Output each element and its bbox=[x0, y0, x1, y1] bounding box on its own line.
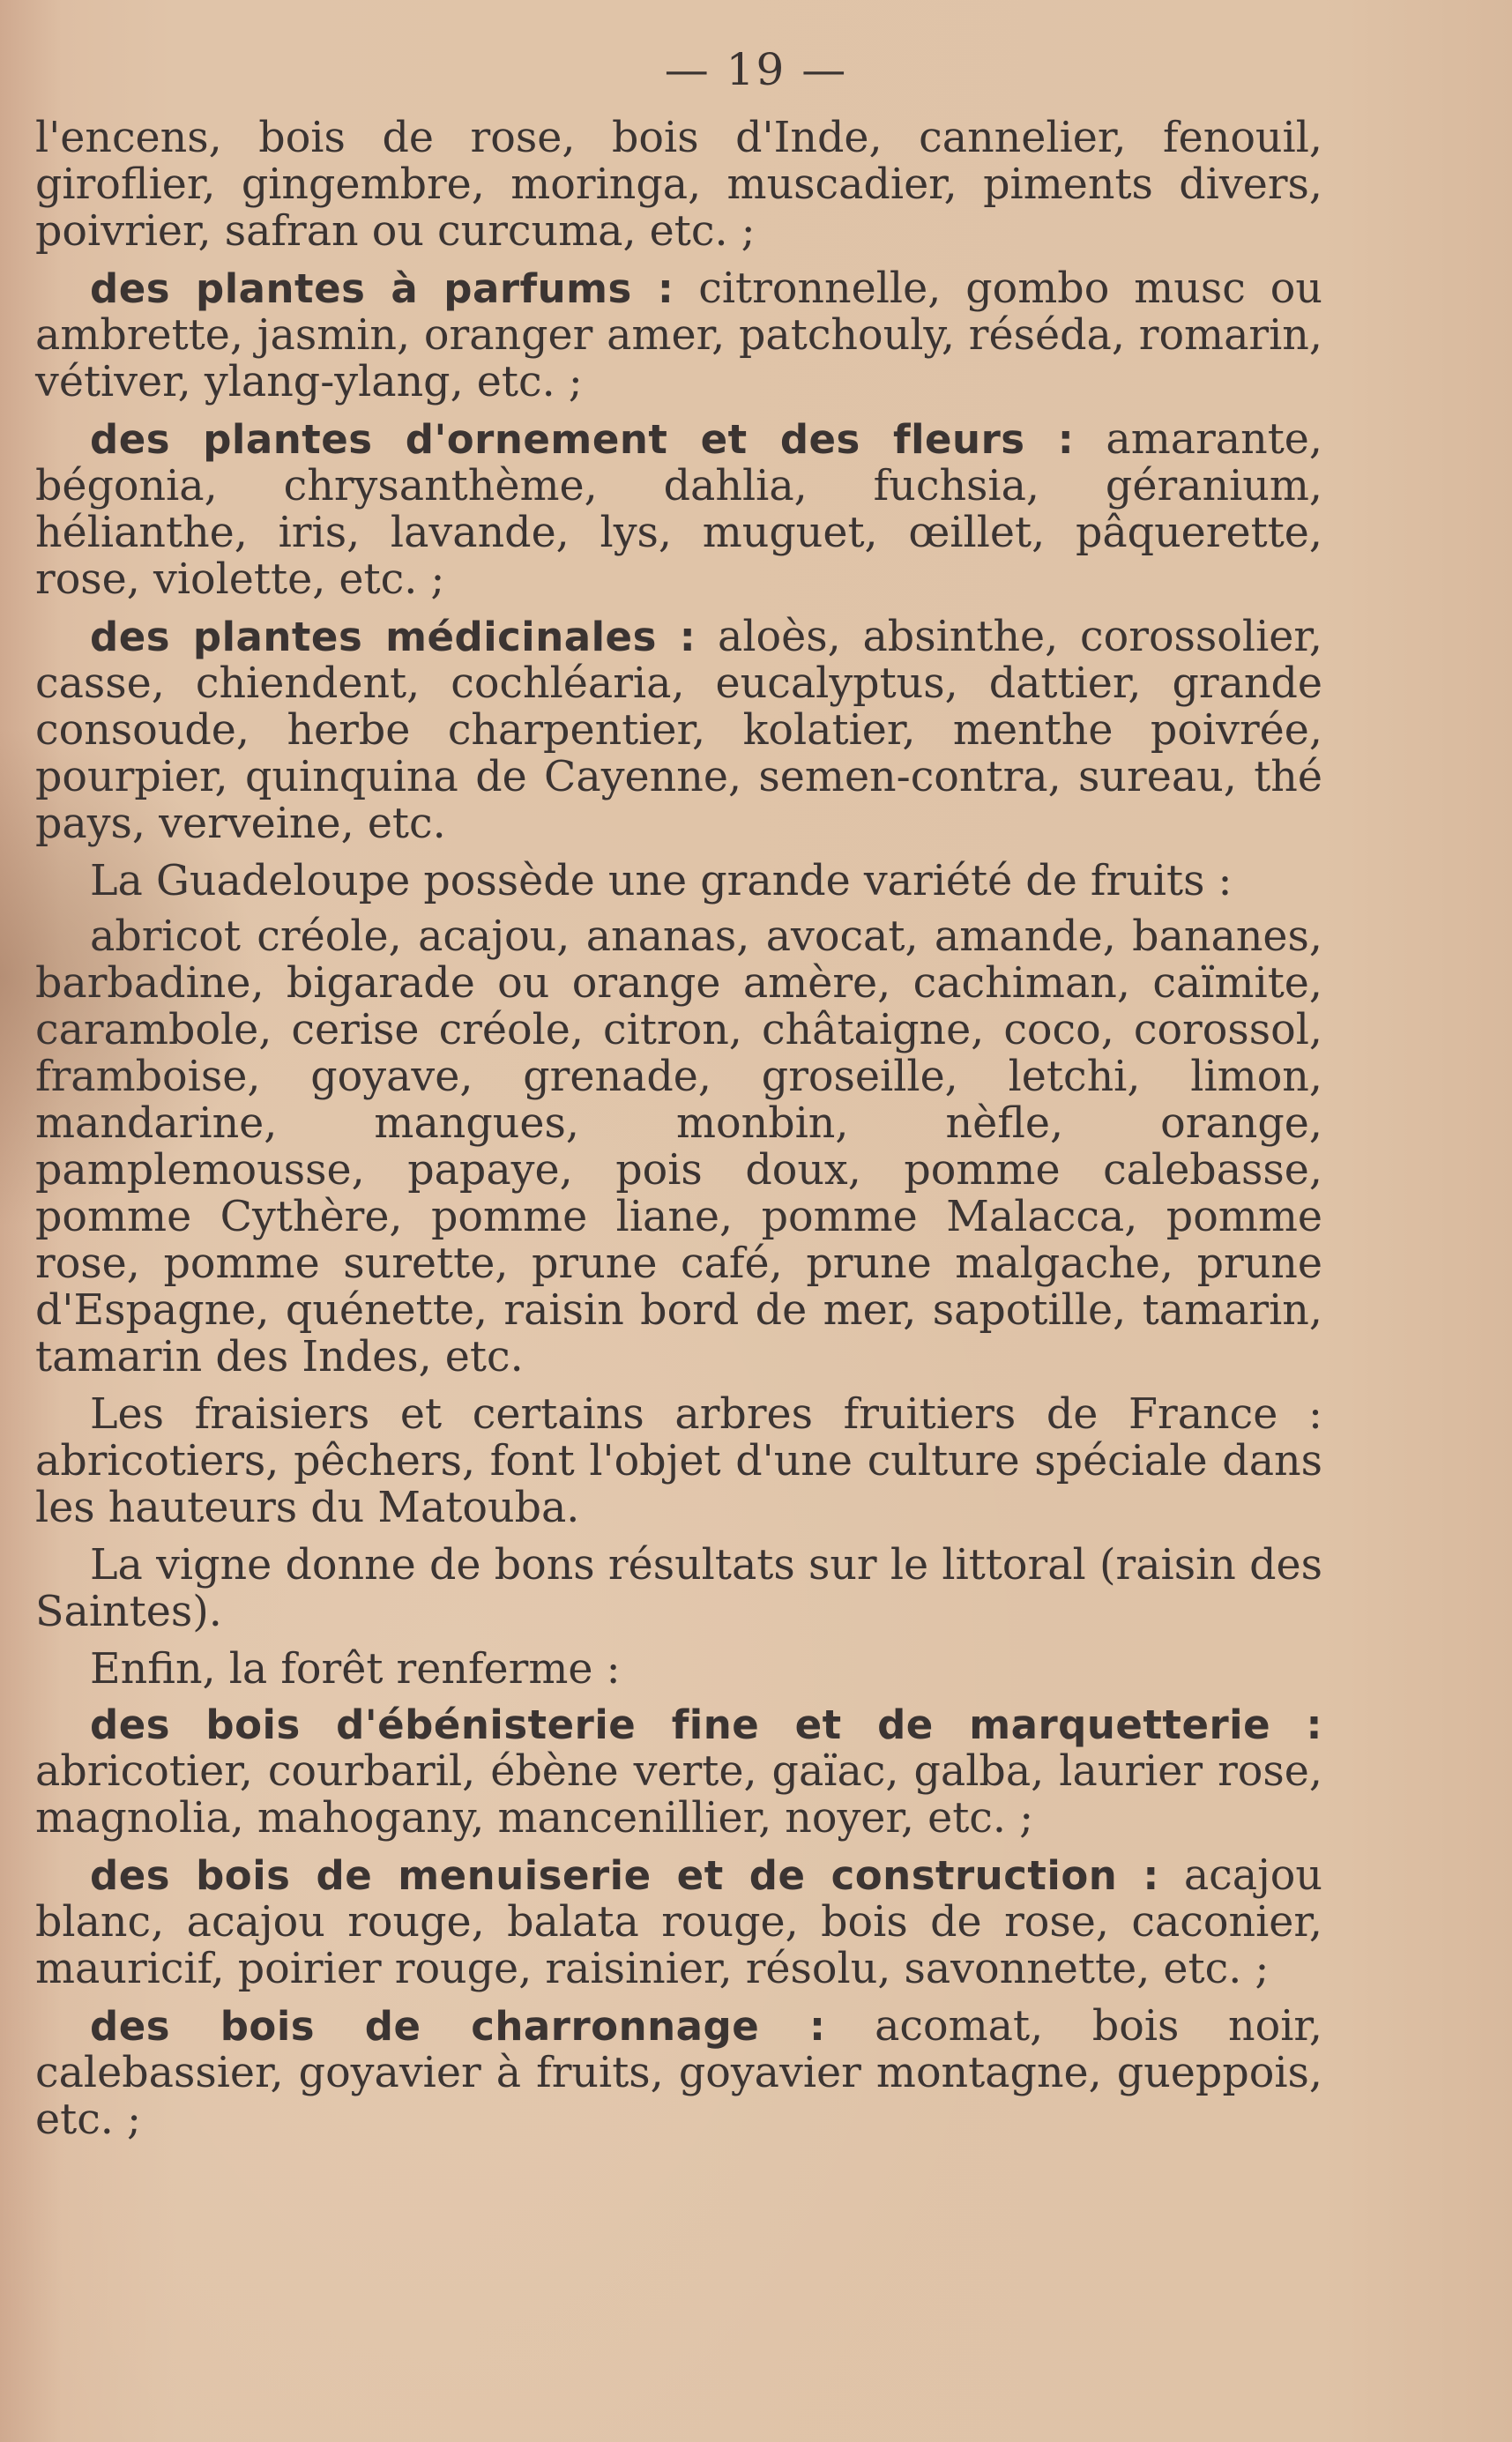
paragraph-text: aloès, absinthe, corossolier, casse, chiendent, cochléaria, eucalyptus, dattier, grande consoude, herbe charpentier, kolatier, menthe poivrée, pourpier, quinquina de Cayenne, semen-contra, sureau, thé pays, verveine, etc. bbox=[35, 613, 1322, 848]
paragraph-heading: des plantes d'ornement et des fleurs : bbox=[90, 416, 1075, 463]
page-number: — 19 — bbox=[664, 44, 848, 95]
paragraph-heading: des plantes médicinales : bbox=[90, 614, 696, 660]
paragraph-text: La Guadeloupe possède une grande variété de fruits : bbox=[90, 857, 1233, 905]
paragraph-strawberries bbox=[35, 1391, 1322, 1531]
paragraph-heading: des bois de charronnage : bbox=[90, 2003, 826, 2050]
paragraph-vine bbox=[35, 1542, 1322, 1635]
paragraph-text: abricotier, courbaril, ébène verte, gaïac, galba, laurier rose, magnolia, mahogany, mancenillier, noyer, etc. ; bbox=[35, 1747, 1322, 1843]
paragraph-text: La vigne donne de bons résultats sur le littoral (raisin des Saintes). bbox=[35, 1541, 1322, 1636]
paragraph-text: acajou blanc, acajou rouge, balata rouge, bois de rose, caconier, mauricif, poirier rouge, raisinier, résolu, savonnette, etc. ; bbox=[35, 1851, 1322, 1993]
paragraph-fruits-list bbox=[35, 913, 1322, 1381]
paragraph-wheelwright-woods bbox=[35, 2003, 1322, 2143]
paragraph-heading: des plantes à parfums : bbox=[90, 265, 674, 312]
paragraph-text: amarante, bégonia, chrysanthème, dahlia, fuchsia, géranium, hélianthe, iris, lavande, lys, muguet, œillet, pâquerette, rose, violette, etc. ; bbox=[35, 415, 1322, 604]
paragraph-text: abricot créole, acajou, ananas, avocat, amande, bananes, barbadine, bigarade ou orange amère, cachiman, caïmite, carambole, cerise créole, citron, châtaigne, coco, corossol, framboise, goyave, grenade, groseille, letchi, limon, mandarine, mangues, monbin, nèfle, orange, pamplemousse, papaye, pois doux, pomme calebasse, pomme Cythère, pomme liane, pomme Malacca, pomme rose, pomme surette, prune café, prune malgache, prune d'Espagne, quénette, raisin bord de mer, sapotille, tamarin, tamarin des Indes, etc. bbox=[35, 912, 1322, 1381]
paragraph-continuation bbox=[35, 115, 1322, 255]
paragraph-text: acomat, bois noir, calebassier, goyavier à fruits, goyavier montagne, gueppois, etc. ; bbox=[35, 2002, 1322, 2144]
paragraph-text: Les fraisiers et certains arbres fruitiers de France : abricotiers, pêchers, font l'objet d'une culture spéciale dans les hauteurs du Matouba. bbox=[35, 1390, 1322, 1532]
paragraph-text: Enfin, la forêt renferme : bbox=[90, 1645, 621, 1694]
paragraph-heading: des bois de menuiserie et de construction : bbox=[90, 1852, 1159, 1899]
paragraph-text: citronnelle, gombo musc ou ambrette, jasmin, oranger amer, patchouly, réséda, romarin, vétiver, ylang-ylang, etc. ; bbox=[35, 264, 1322, 406]
paragraph-medicinal-plants bbox=[35, 614, 1322, 847]
paragraph-fruits-intro bbox=[35, 858, 1322, 905]
paragraph-heading: des bois d'ébénisterie fine et de marquetterie : bbox=[90, 1701, 1322, 1748]
paragraph-perfume-plants bbox=[35, 265, 1322, 406]
paragraph-cabinet-woods bbox=[35, 1701, 1322, 1842]
paragraph-construction-woods bbox=[35, 1852, 1322, 1992]
paragraph-forest-intro bbox=[35, 1646, 1322, 1693]
body-text bbox=[35, 115, 1322, 2154]
paragraph-ornamental-plants bbox=[35, 416, 1322, 603]
paragraph-text: l'encens, bois de rose, bois d'Inde, cannelier, fenouil, giroflier, gingembre, moringa, muscadier, piments divers, poivrier, safran ou curcuma, etc. ; bbox=[35, 114, 1322, 256]
